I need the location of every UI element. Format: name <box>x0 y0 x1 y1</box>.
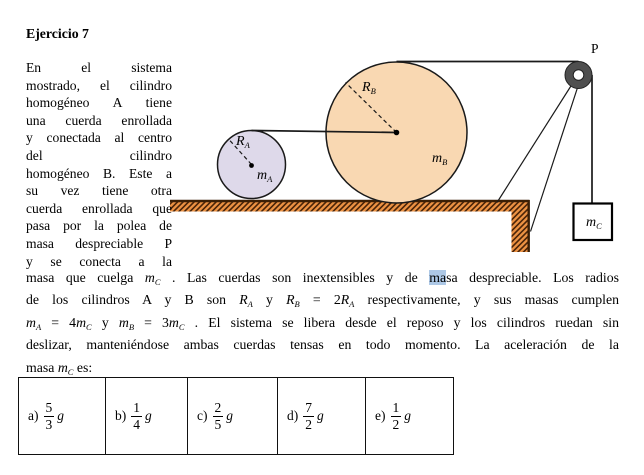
fraction-denominator: 2 <box>392 416 400 432</box>
label-mass-a <box>257 168 272 184</box>
text-segment: sa despreciable. Los radios <box>446 270 620 285</box>
math-subscript: A <box>35 321 42 332</box>
text-line: y se conecta a la <box>26 253 172 269</box>
math-subscript: C <box>86 321 92 332</box>
math-var: m <box>118 314 129 330</box>
label-radius-b-base: R <box>362 80 371 95</box>
text-line: mostrado, el cilindro <box>26 77 172 93</box>
center-dot-a <box>249 163 254 168</box>
unit-g: g <box>57 408 64 423</box>
unit-g: g <box>226 408 233 423</box>
label-radius-b-sub: B <box>370 86 376 96</box>
paragraph-line: deslizar, manteniéndose ambas cuerdas tensas en todo momento. La aceleración de la <box>26 337 619 353</box>
fraction-denominator: 4 <box>133 416 140 432</box>
answer-option-d <box>278 378 366 454</box>
text-segment: = 4 <box>41 314 77 330</box>
math-subscript: C <box>154 277 161 287</box>
label-radius-a-base: R <box>236 134 245 149</box>
fraction <box>44 400 55 431</box>
answer-option-c <box>188 378 278 454</box>
problem-text-paragraph <box>26 267 619 379</box>
text-line: En el sistema <box>26 60 172 75</box>
pulley-support-left <box>497 78 576 203</box>
label-radius-a-sub: A <box>244 140 250 150</box>
math-var: m <box>57 359 68 375</box>
text-segment: . El sistema se libera desde el reposo y los cilindros ruedan sin <box>184 314 620 330</box>
text-line: masa despreciable P <box>26 235 172 251</box>
fraction-numerator: 2 <box>214 400 222 416</box>
math-subscript: A <box>349 299 355 310</box>
exercise-title: Ejercicio 7 <box>26 26 89 41</box>
highlighted-text: ma <box>429 270 447 285</box>
text-line: pasa por la polea de <box>26 218 172 234</box>
math-var: m <box>76 314 87 330</box>
text-line: homogéneo B. Este a <box>26 165 172 181</box>
fraction-denominator: 2 <box>305 416 312 432</box>
center-dot-b <box>394 130 400 136</box>
fraction-denominator: 5 <box>214 416 222 432</box>
text-segment: masa que cuelga <box>26 270 145 285</box>
fraction-numerator: 5 <box>45 400 53 416</box>
ground-ledge-vertical <box>512 212 529 253</box>
unit-g: g <box>317 408 324 423</box>
text-segment: = 3 <box>134 314 169 330</box>
label-pulley-p-text: P <box>591 41 599 56</box>
text-segment: es: <box>73 359 93 375</box>
text-line: homogéneo A tiene <box>26 95 172 111</box>
label-mass-a-sub: A <box>267 174 273 184</box>
math-subscript: C <box>67 366 74 377</box>
label-pulley-p <box>591 41 599 57</box>
text-segment: de los cilindros A y B son <box>26 292 240 308</box>
math-subscript: A <box>247 299 253 310</box>
math-subscript: C <box>178 321 185 332</box>
math-var: R <box>239 292 248 308</box>
paragraph-line <box>26 267 619 289</box>
text-segment: y <box>91 314 119 330</box>
text-line: y conectada al centro <box>26 130 172 146</box>
fraction <box>131 400 142 431</box>
option-label: e) <box>375 408 386 423</box>
problem-text-column <box>26 59 172 270</box>
math-var: m <box>26 314 36 330</box>
option-label: c) <box>197 408 208 423</box>
fraction <box>303 400 314 431</box>
unit-g: g <box>404 408 411 423</box>
math-var: R <box>340 292 350 308</box>
answer-option-e <box>366 378 452 454</box>
paragraph-line <box>26 357 619 379</box>
math-var: R <box>286 292 295 308</box>
unit-g: g <box>145 408 152 423</box>
fraction <box>391 400 402 431</box>
label-mass-a-base: m <box>257 168 268 183</box>
label-mass-c <box>586 215 602 231</box>
math-subscript: B <box>128 321 135 332</box>
fraction-denominator: 3 <box>45 416 53 432</box>
answer-option-a <box>19 378 106 454</box>
label-radius-a <box>236 134 250 150</box>
text-segment: respectivamente, y sus masas cumplen <box>354 292 620 308</box>
label-mass-c-base: m <box>586 215 597 230</box>
fraction-numerator: 1 <box>392 400 400 416</box>
text-segment: = 2 <box>299 292 341 308</box>
fraction-numerator: 7 <box>305 400 312 416</box>
text-segment: . Las cuerdas son inextensibles y de <box>160 270 430 285</box>
option-label: d) <box>287 408 299 423</box>
label-mass-b <box>432 151 447 167</box>
paragraph-line <box>26 289 619 311</box>
math-var: m <box>144 270 155 285</box>
fraction-numerator: 1 <box>133 400 140 416</box>
text-line: del cilindro <box>26 147 172 163</box>
option-label: b) <box>115 408 127 423</box>
text-segment: masa <box>26 359 58 375</box>
option-label: a) <box>28 408 39 423</box>
pulley-axle-hole <box>573 70 584 81</box>
label-mass-b-base: m <box>432 151 443 166</box>
text-line: cuerda enrollada que <box>26 200 172 216</box>
label-mass-c-sub: C <box>596 221 602 231</box>
answer-table <box>18 377 454 455</box>
label-mass-b-sub: B <box>442 157 448 167</box>
paragraph-line <box>26 312 619 334</box>
fraction <box>213 400 224 431</box>
answer-option-b <box>106 378 188 454</box>
text-line: su vez tiene otra <box>26 183 172 199</box>
label-radius-b <box>362 80 376 96</box>
math-var: m <box>168 314 179 330</box>
text-segment: y <box>252 292 287 308</box>
math-subscript: B <box>294 299 300 310</box>
ground-surface <box>170 202 529 212</box>
text-line: una cuerda enrollada <box>26 112 172 128</box>
